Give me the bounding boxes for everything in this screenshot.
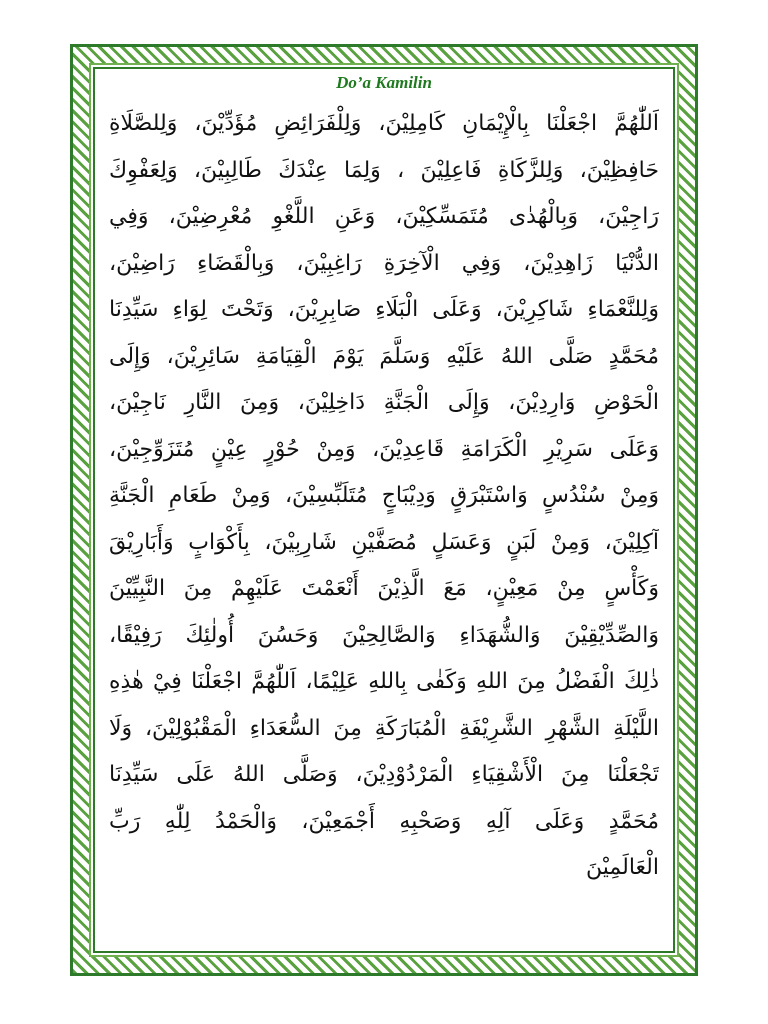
text-line: وَكَأْسٍ مِنْ مَعِيْنٍ، مَعَ الَّذِيْنَ أَنْعَمْتَ عَلَيْهِمْ مِنَ النَّبِيِّيْنَ — [109, 576, 659, 601]
prayer-text — [109, 101, 659, 945]
text-line: الْحَوْضِ وَارِدِيْنَ، وَإِلَى الْجَنَّةِ دَاخِلِيْنَ، وَمِنَ النَّارِ نَاجِيْنَ، — [109, 390, 659, 415]
text-line: آكِلِيْنَ، وَمِنْ لَبَنٍ وَعَسَلٍ مُصَفَّيْنِ شَارِبِيْنَ، بِأَكْوَابٍ وَأَبَارِيْقَ — [109, 529, 659, 555]
text-line: اللَّيْلَةِ الشَّهْرِ الشَّرِيْفَةِ الْمُبَارَكَةِ مِنَ السُّعَدَاءِ الْمَقْبُوْلِيْنَ، وَلَا — [109, 715, 659, 741]
ornamental-border — [70, 44, 698, 976]
text-line: وَعَلَى سَرِيْرِ الْكَرَامَةِ قَاعِدِيْنَ، وَمِنْ حُوْرٍ عِيْنٍ مُتَزَوِّجِيْنَ، — [109, 436, 659, 462]
text-line: مُحَمَّدٍ وَعَلَى آلِهِ وَصَحْبِهِ أَجْمَعِيْنَ، وَالْحَمْدُ لِلّٰهِ رَبِّ — [109, 808, 659, 834]
text-line: مُحَمَّدٍ صَلَّى اللهُ عَلَيْهِ وَسَلَّمَ يَوْمَ الْقِيَامَةِ سَائِرِيْنَ، وَإِلَى — [109, 343, 659, 369]
text-line: وَلِلنَّعْمَاءِ شَاكِرِيْنَ، وَعَلَى الْبَلَاءِ صَابِرِيْنَ، وَتَحْتَ لِوَاءِ سَيِّدِنَا — [109, 297, 659, 322]
text-frame — [93, 67, 675, 953]
text-line: حَافِظِيْنَ، وَلِلزَّكَاةِ فَاعِلِيْنَ ، وَلِمَا عِنْدَكَ طَالِبِيْنَ، وَلِعَفْوِكَ — [109, 157, 659, 183]
text-line: ذٰلِكَ الْفَضْلُ مِنَ اللهِ وَكَفٰى بِاللهِ عَلِيْمًا، اَللّٰهُمَّ اجْعَلْنَا فِيْ هٰذِهِ — [109, 669, 659, 694]
text-line: وَالصِّدِّيْقِيْنَ وَالشُّهَدَاءِ وَالصَّالِحِيْنَ وَحَسُنَ أُولٰئِكَ رَفِيْقًا، — [109, 622, 659, 648]
text-line: الدُّنْيَا زَاهِدِيْنَ، وَفِي الْآخِرَةِ رَاغِبِيْنَ، وَبِالْقَضَاءِ رَاضِيْنَ، — [109, 250, 659, 276]
text-line: وَمِنْ سُنْدُسٍ وَاسْتَبْرَقٍ وَدِيْبَاجٍ مُتَلَبِّسِيْنَ، وَمِنْ طَعَامِ الْجَنَّةِ — [109, 483, 659, 508]
text-line: اَللّٰهُمَّ اجْعَلْنَا بِالْإِيْمَانِ كَامِلِيْنَ، وَلِلْفَرَائِضِ مُؤَدِّيْنَ، وَلِلصَّلَاةِ — [109, 111, 659, 136]
text-line: تَجْعَلْنَا مِنَ الْأَشْقِيَاءِ الْمَرْدُوْدِيْنَ، وَصَلَّى اللهُ عَلَى سَيِّدِنَا — [109, 762, 659, 787]
text-line: الْعَالَمِيْنَ — [586, 855, 659, 880]
page-title: Do’a Kamilin — [336, 73, 432, 92]
text-line: رَاجِيْنَ، وَبِالْهُدٰى مُتَمَسِّكِيْنَ، وَعَنِ اللَّغْوِ مُعْرِضِيْنَ، وَفِي — [109, 204, 659, 229]
